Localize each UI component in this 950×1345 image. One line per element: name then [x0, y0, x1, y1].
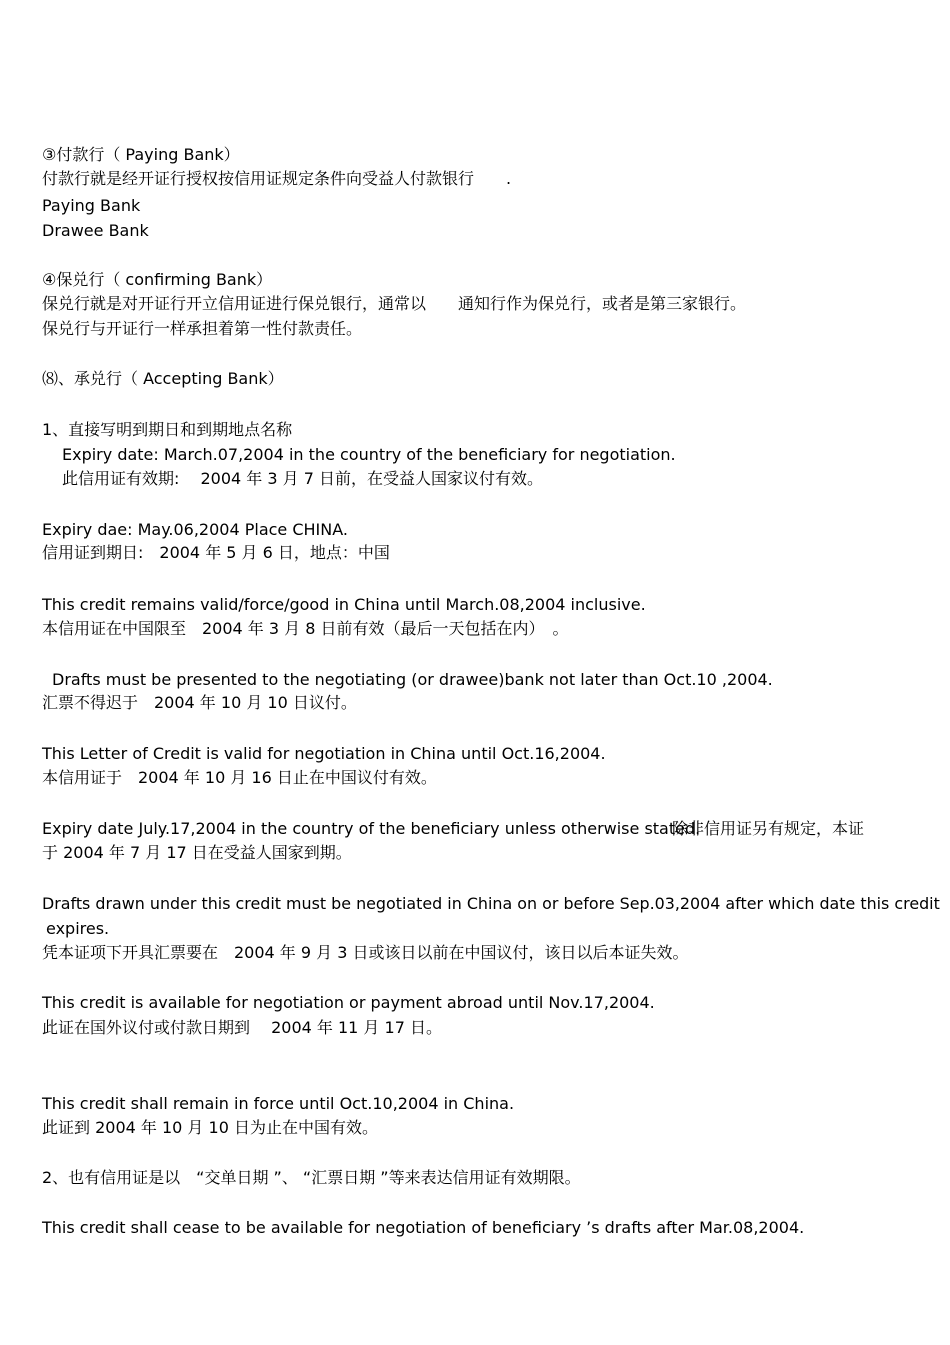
example-6-chinese-end: 于 2004 年 7 月 17 日在受益人国家到期。: [42, 843, 352, 862]
example-6-english: Expiry date July.17,2004 in the country of the beneficiary unless otherwise stated.: [42, 819, 701, 838]
section-2-heading: 2、也有信用证是以 “交单日期 ”、 “汇票日期 ”等来表达信用证有效期限。: [42, 1168, 581, 1187]
example-6-chinese-start: 除非信用证另有规定，本证: [672, 819, 865, 838]
example-2-english: Expiry dae: May.06,2004 Place CHINA.: [42, 520, 348, 539]
example-1-chinese: 此信用证有效期: 2004 年 3 月 7 日前，在受益人国家议付有效。: [62, 469, 543, 488]
example-5-english: This Letter of Credit is valid for negotiation in China until Oct.16,2004.: [42, 744, 606, 763]
example-1-english: Expiry date: March.07,2004 in the country of the beneficiary for negotiation.: [62, 445, 676, 464]
confirming-bank-liability: 保兑行与开证行一样承担着第一性付款责任。: [42, 319, 363, 338]
example-4-chinese: 汇票不得迟于 2004 年 10 月 10 日议付。: [42, 693, 357, 712]
example-10-english: This credit shall cease to be available for negotiation of beneficiary ’s drafts after Mar.08,2004.: [42, 1218, 805, 1237]
term-drawee-bank: Drawee Bank: [42, 221, 149, 240]
example-9-english: This credit shall remain in force until Oct.10,2004 in China.: [42, 1094, 515, 1113]
example-8-english: This credit is available for negotiation or payment abroad until Nov.17,2004.: [42, 993, 655, 1012]
confirming-bank-definition: 保兑行就是对开证行开立信用证进行保兑银行，通常以 通知行作为保兑行，或者是第三家银行。: [42, 294, 747, 313]
example-5-chinese: 本信用证于 2004 年 10 月 16 日止在中国议付有效。: [42, 768, 437, 787]
heading-accepting-bank: ⑻、承兑行（ Accepting Bank）: [42, 369, 284, 388]
example-8-chinese: 此证在国外议付或付款日期到 2004 年 11 月 17 日。: [42, 1018, 442, 1037]
example-7-english: Drafts drawn under this credit must be negotiated in China on or before Sep.03,2004 after which date this credit: [42, 894, 940, 913]
section-1-heading: 1、直接写明到期日和到期地点名称: [42, 420, 293, 439]
example-7-chinese: 凭本证项下开具汇票要在 2004 年 9 月 3 日或该日以前在中国议付，该日以后本证失效。: [42, 943, 689, 962]
heading-paying-bank: ③付款行（ Paying Bank）: [42, 145, 240, 164]
example-2-chinese: 信用证到期日: 2004 年 5 月 6 日，地点：中国: [42, 543, 390, 562]
example-9-chinese: 此证到 2004 年 10 月 10 日为止在中国有效。: [42, 1118, 378, 1137]
term-paying-bank: Paying Bank: [42, 196, 141, 215]
paying-bank-definition: 付款行就是经开证行授权按信用证规定条件向受益人付款银行 .: [42, 169, 512, 188]
example-3-english: This credit remains valid/force/good in China until March.08,2004 inclusive.: [42, 595, 646, 614]
example-4-english: Drafts must be presented to the negotiating (or drawee)bank not later than Oct.10 ,2004.: [52, 670, 773, 689]
example-3-chinese: 本信用证在中国限至 2004 年 3 月 8 日前有效（最后一天包括在内） 。: [42, 619, 569, 638]
heading-confirming-bank: ④保兑行（ confirming Bank）: [42, 270, 273, 289]
example-7-english-cont: expires.: [46, 919, 110, 938]
